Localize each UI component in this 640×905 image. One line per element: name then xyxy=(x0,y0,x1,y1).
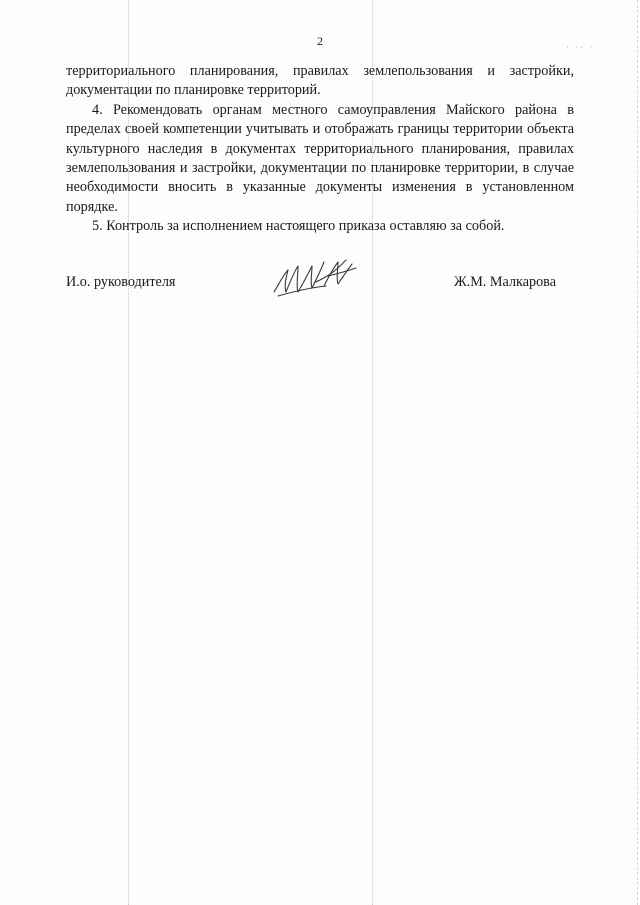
document-body xyxy=(66,62,574,237)
signatory-name: Ж.М. Малкарова xyxy=(453,274,556,290)
scan-speck: · ·‑ · xyxy=(566,42,595,52)
paragraph-item-4: 4. Рекомендовать органам местного самоуправления Майского района в пределах своей компетенции учитывать и отображать границы территории объекта культурного наследия в документах территориального планирования, правилах землепользования и застройки, документации по планировке территории, в случае необходимости вносить в указанные документы изменения в установленном порядке. xyxy=(66,101,574,215)
paragraph-continuation: территориального планирования, правилах землепользования и застройки, документации по планировке территорий. xyxy=(66,63,574,99)
paragraph-item-5: 5. Контроль за исполнением настоящего приказа оставляю за собой. xyxy=(92,218,505,235)
signatory-role: И.о. руководителя xyxy=(66,274,176,290)
handwritten-signature xyxy=(268,252,364,302)
scan-edge-line xyxy=(637,0,638,905)
page-number: 2 xyxy=(317,34,323,48)
